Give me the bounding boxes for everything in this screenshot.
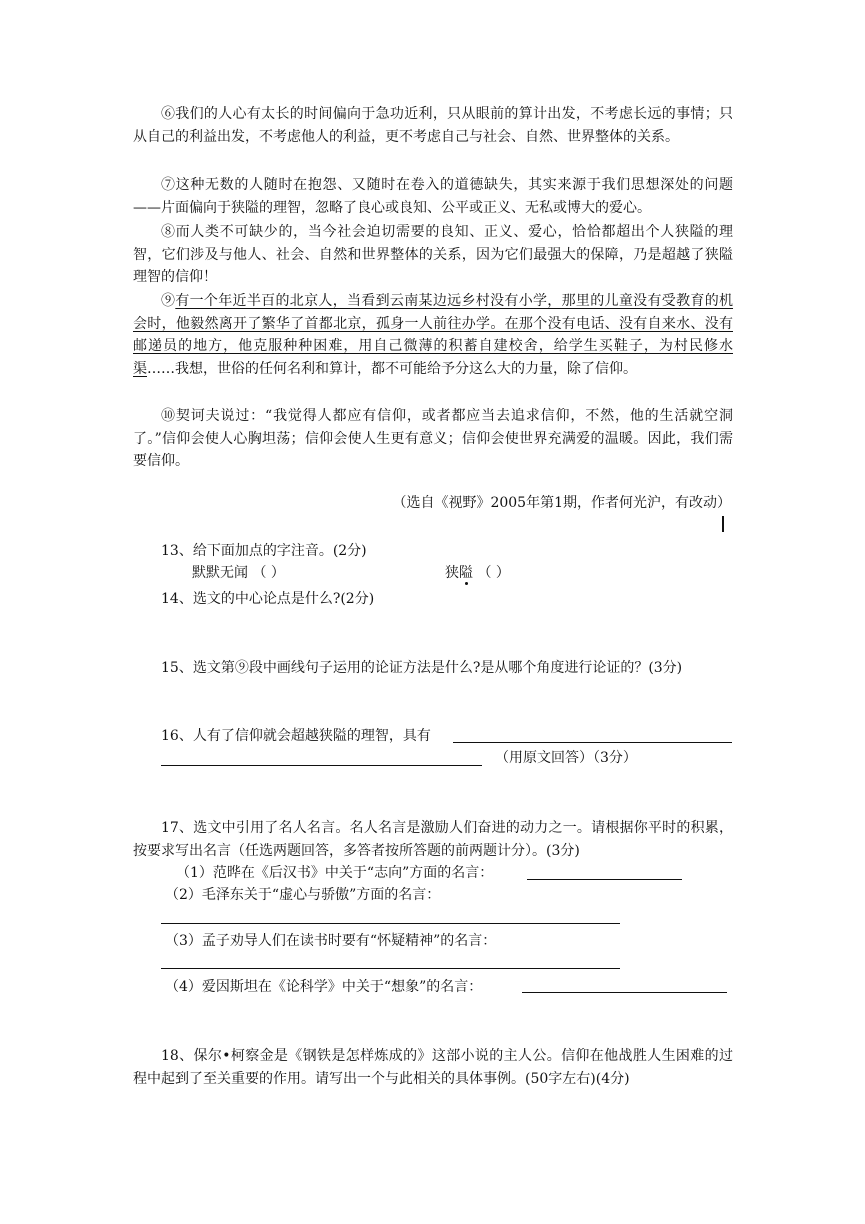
emphasis-dot-char: 隘 bbox=[459, 565, 473, 581]
question-18: 18、保尔•柯察金是《钢铁是怎样炼成的》这部小说的主人公。信仰在他战胜人生困难的过程中起到了至关重要的作用。请写出一个与此相关的具体事例。(50字左右)(4分) bbox=[133, 1048, 733, 1087]
q13-answer-paren-2[interactable]: （ ） bbox=[477, 565, 510, 581]
question-13: 13、给下面加点的字注音。(2分) bbox=[161, 543, 367, 559]
q17-item-3: （3）孟子劝导人们在读书时要有“怀疑精神”的名言： bbox=[165, 933, 497, 949]
paragraph-9-rest: ……我想，世俗的任何名利和算计，都不可能给予分这么大的力量，除了信仰。 bbox=[147, 360, 637, 377]
q17-2-answer-line[interactable] bbox=[161, 923, 620, 924]
paragraph-6: ⑥我们的人心有太长的时间偏向于急功近利，只从眼前的算计出发，不考虑长远的事情；只从自己的利益出发，不考虑他人的利益，更不考虑自己与社会、自然、世界整体的关系。 bbox=[133, 106, 733, 145]
q16-instruction: （用原文回答）（3分） bbox=[495, 750, 637, 766]
question-15: 15、选文第⑨段中画线句子运用的论证方法是什么?是从哪个角度进行论证的？(3分) bbox=[161, 660, 683, 676]
q17-item-4: （4）爱因斯坦在《论科学》中关于“想象”的名言： bbox=[165, 979, 483, 995]
underlined-argument-sentence: 有一个年近半百的北京人，当看到云南某边远乡村没有小学，那里的儿童没有受教育的机会时，他毅然离开了繁华了首都北京，孤身一人前往办学。在那个没有电话、没有自来水、没有邮递员的地方，他克服种种困难，用自己微薄的积蓄自建校舍，给学生买鞋子，为村民修水渠 bbox=[133, 293, 734, 377]
question-16: 16、人有了信仰就会超越狭隘的理智，具有 bbox=[161, 728, 431, 744]
paragraph-8: ⑧而人类不可缺少的，当今社会迫切需要的良知、正义、爱心，恰恰都超出个人狭隘的理智，它们涉及与他人、社会、自然和世界整体的关系，因为它们最强大的保障，乃是超越了狭隘理智的信仰！ bbox=[133, 224, 733, 286]
q13-answer-paren-1[interactable]: （ ） bbox=[252, 565, 285, 581]
question-17: 17、选文中引用了名人名言。名人名言是激励人们奋进的动力之一。请根据你平时的积累，按要求写出名言（任选两题回答，多答者按所答题的前两题计分）。(3分) bbox=[133, 820, 733, 859]
source-citation: （选自《视野》2005年第1期，作者何光沪，有改动） bbox=[392, 495, 731, 511]
q17-3-answer-line[interactable] bbox=[161, 968, 620, 969]
paragraph-10: ⑩契诃夫说过：“我觉得人都应有信仰，或者都应当去追求信仰，不然，他的生活就空洞了。”信仰会使人心胸坦荡；信仰会使人生更有意义；信仰会使世界充满爱的温暖。因此，我们需要信仰。 bbox=[133, 408, 733, 470]
q17-4-answer-line[interactable] bbox=[522, 992, 727, 993]
q17-1-answer-line[interactable] bbox=[527, 879, 682, 880]
q17-item-2: （2）毛泽东关于“虚心与骄傲”方面的名言： bbox=[165, 887, 441, 903]
q16-answer-line-2[interactable] bbox=[161, 765, 482, 766]
q16-answer-line-1[interactable] bbox=[453, 742, 732, 743]
q13-word-1: 默默无闻 （ ） bbox=[192, 565, 285, 581]
q13-word-2: 狭隘 （ ） bbox=[445, 565, 510, 581]
paragraph-7: ⑦这种无数的人随时在抱怨、又随时在卷入的道德缺失，其实来源于我们思想深处的问题——片面偏向于狭隘的理智，忽略了良心或良知、公平或正义、无私或博大的爱心。 bbox=[133, 177, 733, 216]
paragraph-9 bbox=[133, 290, 733, 380]
text-cursor bbox=[722, 516, 724, 532]
paragraph-9-number: ⑨ bbox=[161, 293, 176, 309]
q17-item-1: （1）范晔在《后汉书》中关于“志向”方面的名言： bbox=[176, 865, 494, 881]
question-14: 14、选文的中心论点是什么?(2分) bbox=[161, 591, 375, 607]
